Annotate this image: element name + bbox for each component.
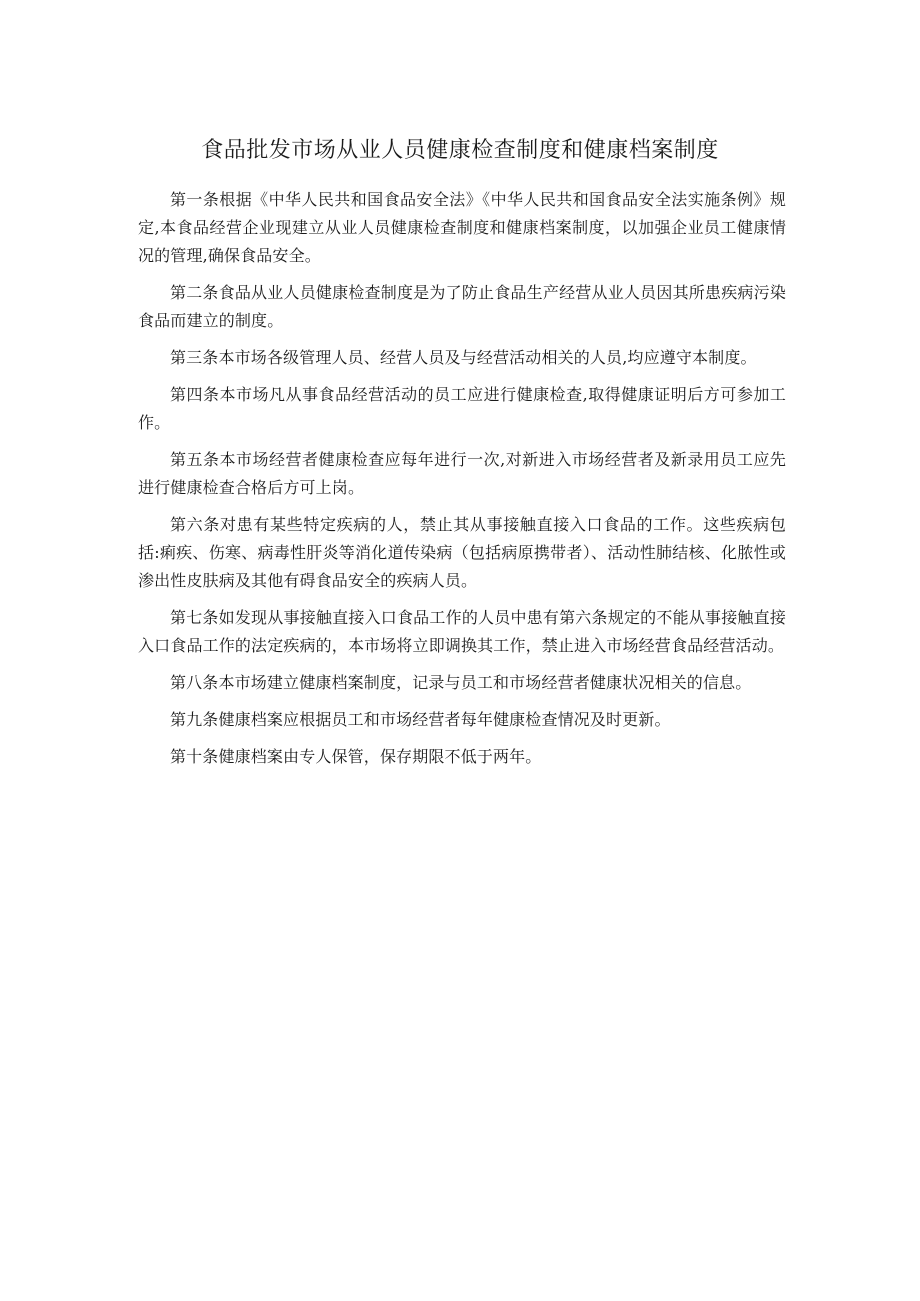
article-2: 第二条食品从业人员健康检查制度是为了防止食品生产经营从业人员因其所患疾病污染食品而建立的制度。 — [138, 283, 786, 330]
document-title: 食品批发市场从业人员健康检查制度和健康档案制度 — [201, 138, 719, 163]
article-3: 第三条本市场各级管理人员、经营人员及与经营活动相关的人员,均应遵守本制度。 — [170, 348, 757, 367]
article-8: 第八条本市场建立健康档案制度，记录与员工和市场经营者健康状况相关的信息。 — [170, 673, 752, 692]
article-4: 第四条本市场凡从事食品经营活动的员工应进行健康检查,取得健康证明后方可参加工作。 — [138, 385, 786, 432]
document-body — [138, 186, 786, 780]
article-9: 第九条健康档案应根据员工和市场经营者每年健康检查情况及时更新。 — [170, 710, 671, 729]
article-1: 第一条根据《中华人民共和国食品安全法》《中华人民共和国食品安全法实施条例》规定,本食品经营企业现建立从业人员健康检查制度和健康档案制度，以加强企业员工健康情况的管理,确保食品安全。 — [138, 190, 786, 265]
article-10: 第十条健康档案由专人保管，保存期限不低于两年。 — [170, 747, 542, 766]
article-7: 第七条如发现从事接触直接入口食品工作的人员中患有第六条规定的不能从事接触直接入口食品工作的法定疾病的，本市场将立即调换其工作，禁止进入市场经营食品经营活动。 — [138, 608, 786, 655]
article-5: 第五条本市场经营者健康检查应每年进行一次,对新进入市场经营者及新录用员工应先进行健康检查合格后方可上岗。 — [138, 450, 786, 497]
article-6: 第六条对患有某些特定疾病的人，禁止其从事接触直接入口食品的工作。这些疾病包括:痢疾、伤寒、病毒性肝炎等消化道传染病（包括病原携带者）、活动性肺结核、化脓性或渗出性皮肤病及其他有碍食品安全的疾病人员。 — [138, 515, 786, 590]
